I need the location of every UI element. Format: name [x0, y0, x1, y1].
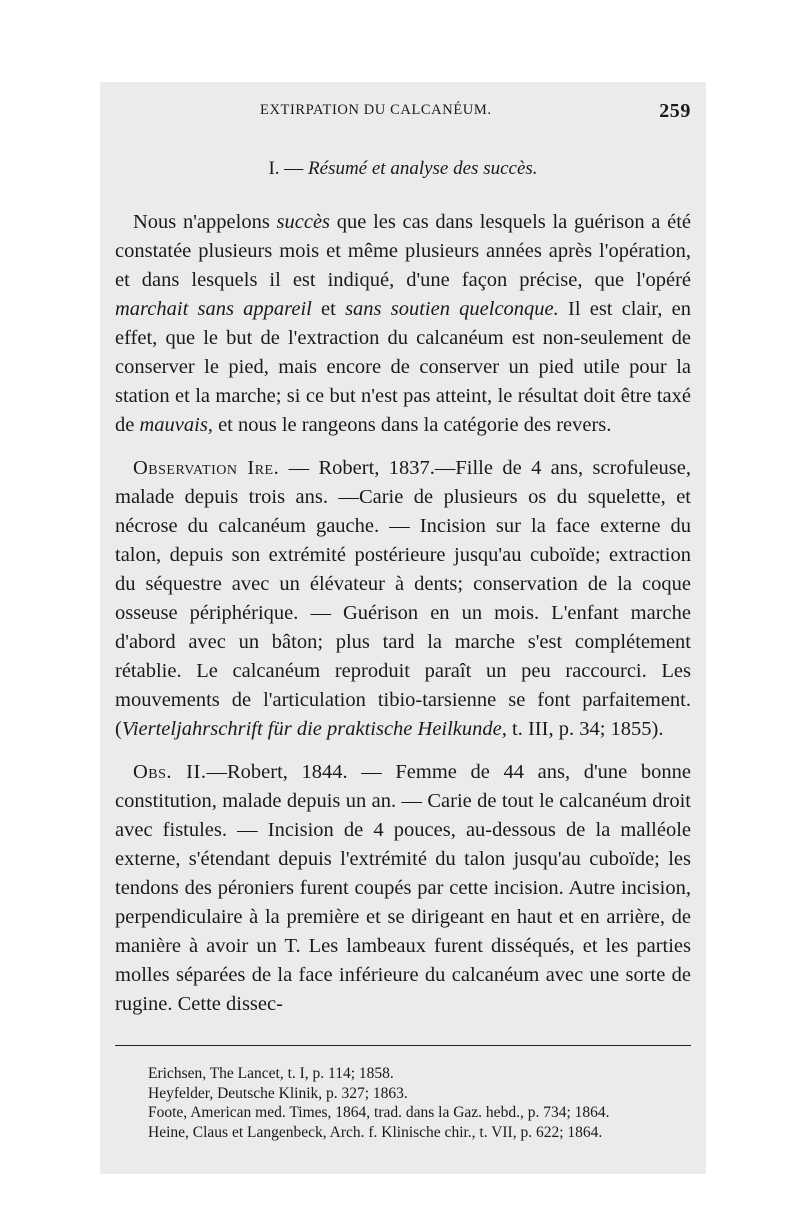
observation-2-paragraph — [115, 758, 691, 1019]
footnote: Foote, American med. Times, 1864, trad. dans la Gaz. hebd., p. 734; 1864. — [148, 1104, 610, 1121]
text-run: —Robert, 1844. — Femme de 44 ans, d'une bonne constitution, malade depuis un an. — Carie de tout le calcanéum droit avec fistules. — Incision de 4 pouces, au-dessous de la malléole externe, s'étendant depuis l'extrémité du talon jusqu'au cuboïde; les tendons des péroniers furent coupés par cette incision. Autre incision, perpendiculaire à la première et se dirigeant en haut et en arrière, de manière à avoir un T. Les lambeaux furent disséqués, et les parties molles séparées de la face inférieure du calcanéum avec une sorte de rugine. Cette dissec- — [115, 761, 691, 1015]
footnote: Heine, Claus et Langenbeck, Arch. f. Klinische chir., t. VII, p. 622; 1864. — [148, 1123, 603, 1141]
observation-1-paragraph — [115, 454, 691, 744]
running-title: EXTIRPATION DU CALCANÉUM. — [260, 102, 492, 118]
section-number: I. — — [268, 158, 304, 179]
observation-label: Obs. II. — [133, 761, 207, 783]
section-heading — [115, 158, 691, 180]
text-run: et — [311, 298, 346, 320]
intro-paragraph — [115, 208, 691, 440]
text-run: t. III, p. 34; 1855). — [506, 718, 664, 740]
observation-label: Observation Ire. — [133, 457, 280, 479]
italic-run: succès — [276, 211, 331, 233]
section-title: Résumé et analyse des succès. — [308, 158, 538, 179]
text-run: Il est clair, en effet, que le but de l'extraction du calcanéum est non-seulement de conserver le pied, mais encore de conserver un pied utile pour la station et la marche; si ce but n'est pas atteint, le résultat doit être taxé de — [115, 298, 691, 436]
running-head — [115, 100, 691, 124]
italic-run: mauvais, — [139, 414, 213, 436]
italic-run: sans soutien quelconque. — [345, 298, 559, 320]
text-run: que les cas dans lesquels la guérison a été constatée plusieurs mois et même plusieurs années après l'opération, et dans lesquels il est indiqué, d'une façon précise, que l'opéré — [115, 211, 691, 291]
text-run: — Robert, 1837.—Fille de 4 ans, scrofuleuse, malade depuis trois ans. —Carie de plusieurs os du squelette, et nécrose du calcanéum gauche. — Incision sur la face externe du talon, depuis son extrémité postérieure jusqu'au cuboïde; extraction du séquestre avec un élévateur à dents; conservation de la coque osseuse périphérique. — Guérison en un mois. L'enfant marche d'abord avec un bâton; plus tard la marche s'est complétement rétablie. Le calcanéum reproduit paraît un peu raccourci. Les mouvements de l'articulation tibio-tarsienne se font parfaitement. ( — [115, 457, 691, 740]
italic-run: marchait sans appareil — [115, 298, 312, 320]
footnotes — [115, 1045, 691, 1142]
text-run: et nous le rangeons dans la catégorie des revers. — [212, 414, 612, 436]
body-text — [115, 208, 691, 1019]
footnote: Erichsen, The Lancet, t. I, p. 114; 1858. — [148, 1065, 394, 1082]
text-run: Nous n'appelons — [133, 211, 277, 233]
journal-citation: Vierteljahrschrift für die praktische Heilkunde, — [121, 718, 507, 740]
page-number: 259 — [659, 100, 691, 122]
footnote: Heyfelder, Deutsche Klinik, p. 327; 1863. — [148, 1084, 408, 1102]
